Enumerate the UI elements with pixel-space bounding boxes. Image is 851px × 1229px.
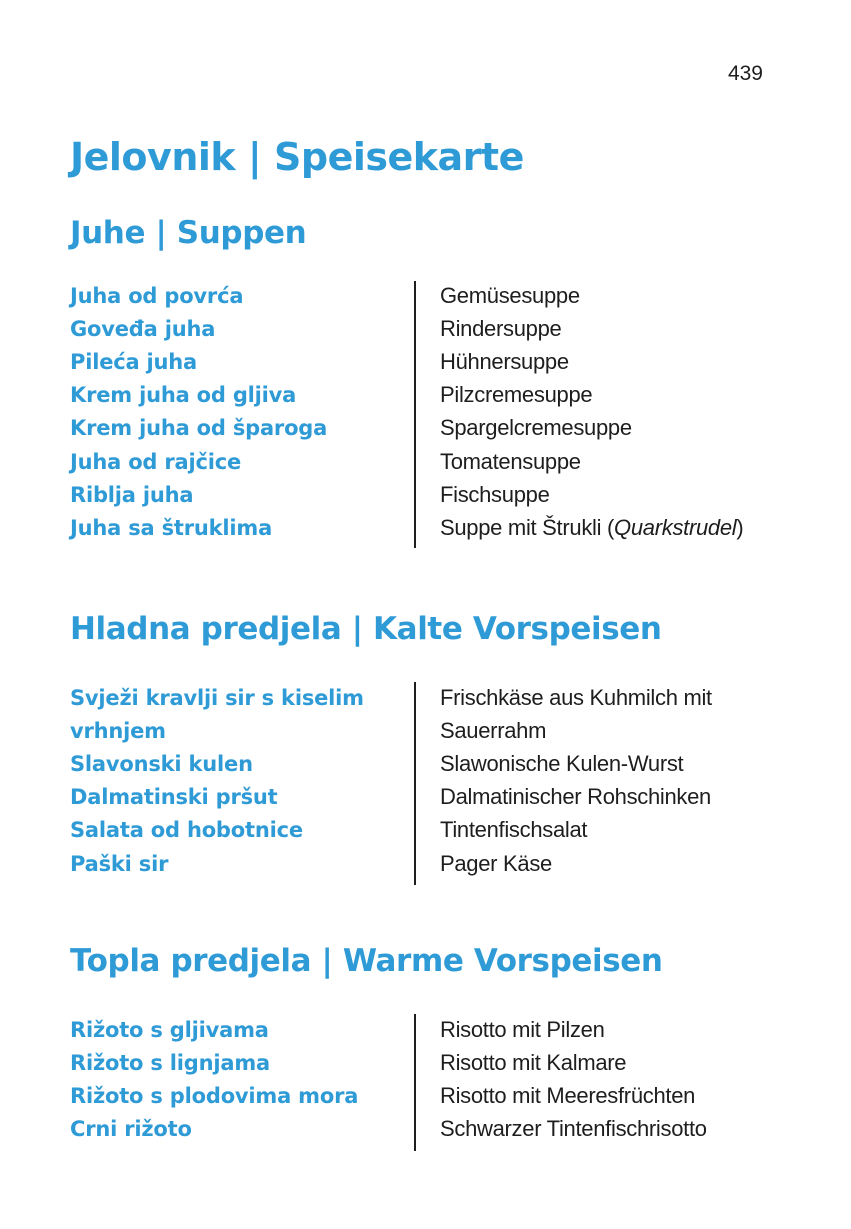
- menu-row: [70, 1113, 790, 1146]
- section-heading: Topla predjela | Warme Vorspeisen: [70, 943, 663, 979]
- section-warm-starters: [70, 943, 790, 1146]
- german-dish: Frischkäse aus Kuhmilch mit: [440, 684, 712, 710]
- german-dish: Pager Käse: [440, 850, 552, 876]
- column-divider: [414, 281, 416, 548]
- croatian-dish: Salata od hobotnice: [70, 818, 303, 843]
- menu-table: [70, 681, 790, 880]
- menu-table: [70, 1013, 790, 1146]
- menu-row: [70, 714, 790, 747]
- croatian-dish: Pileća juha: [70, 349, 198, 374]
- german-dish: Fischsuppe: [440, 481, 550, 507]
- section-heading: Juhe | Suppen: [70, 215, 307, 251]
- menu-row: [70, 412, 790, 445]
- german-dish: Tintenfischsalat: [440, 817, 588, 843]
- german-dish: Dalmatinischer Rohschinken: [440, 784, 711, 810]
- croatian-dish: Krem juha od gljiva: [70, 383, 297, 408]
- menu-row: [70, 1013, 790, 1046]
- page-number: 439: [727, 62, 763, 85]
- german-dish: Sauerrahm: [440, 717, 547, 743]
- croatian-dish: Dalmatinski pršut: [70, 785, 278, 810]
- german-dish: Suppe mit Štrukli (Quarkstrudel): [440, 514, 744, 540]
- german-dish-note: Quarkstrudel: [614, 514, 737, 540]
- page-title: Jelovnik | Speisekarte: [70, 135, 524, 179]
- german-dish: Risotto mit Pilzen: [440, 1016, 605, 1042]
- croatian-dish: Juha od rajčice: [70, 449, 242, 474]
- menu-row: [70, 478, 790, 511]
- croatian-dish: vrhnjem: [70, 718, 166, 743]
- menu-row: [70, 345, 790, 378]
- croatian-dish: Juha od povrća: [70, 283, 244, 308]
- german-dish: Tomatensuppe: [440, 448, 581, 474]
- croatian-dish: Rižoto s lignjama: [70, 1050, 271, 1075]
- column-divider: [414, 682, 416, 885]
- column-divider: [414, 1014, 416, 1151]
- section-cold-starters: [70, 611, 790, 880]
- german-dish: Hühnersuppe: [440, 348, 569, 374]
- croatian-dish: Crni rižoto: [70, 1117, 192, 1142]
- menu-row: [70, 1079, 790, 1112]
- croatian-dish: Rižoto s gljivama: [70, 1017, 269, 1042]
- menu-row: [70, 1046, 790, 1079]
- menu-row: [70, 814, 790, 847]
- menu-row: [70, 511, 790, 544]
- croatian-dish: Krem juha od šparoga: [70, 416, 328, 441]
- german-dish: Rindersuppe: [440, 315, 562, 341]
- croatian-dish: Riblja juha: [70, 482, 194, 507]
- croatian-dish: Goveđa juha: [70, 316, 216, 341]
- german-dish: Pilzcremesuppe: [440, 382, 593, 408]
- menu-row: [70, 781, 790, 814]
- menu-row: [70, 445, 790, 478]
- menu-row: [70, 312, 790, 345]
- german-dish: Risotto mit Kalmare: [440, 1049, 627, 1075]
- croatian-dish: Juha sa štruklima: [70, 515, 273, 540]
- menu-row: [70, 279, 790, 312]
- section-soups: [70, 215, 790, 545]
- menu-row: [70, 847, 790, 880]
- menu-row: [70, 681, 790, 714]
- section-heading: Hladna predjela | Kalte Vorspeisen: [70, 611, 662, 647]
- menu-table: [70, 279, 790, 545]
- croatian-dish: Slavonski kulen: [70, 751, 253, 776]
- german-dish: Risotto mit Meeresfrüchten: [440, 1082, 696, 1108]
- german-dish: Spargelcremesuppe: [440, 415, 632, 441]
- german-dish: Schwarzer Tintenfischrisotto: [440, 1116, 707, 1142]
- menu-row: [70, 747, 790, 780]
- croatian-dish: Svježi kravlji sir s kiselim: [70, 685, 364, 710]
- croatian-dish: Rižoto s plodovima mora: [70, 1083, 359, 1108]
- menu-row: [70, 379, 790, 412]
- german-dish: Slawonische Kulen-Wurst: [440, 750, 684, 776]
- croatian-dish: Paški sir: [70, 851, 169, 876]
- german-dish: Gemüsesuppe: [440, 282, 580, 308]
